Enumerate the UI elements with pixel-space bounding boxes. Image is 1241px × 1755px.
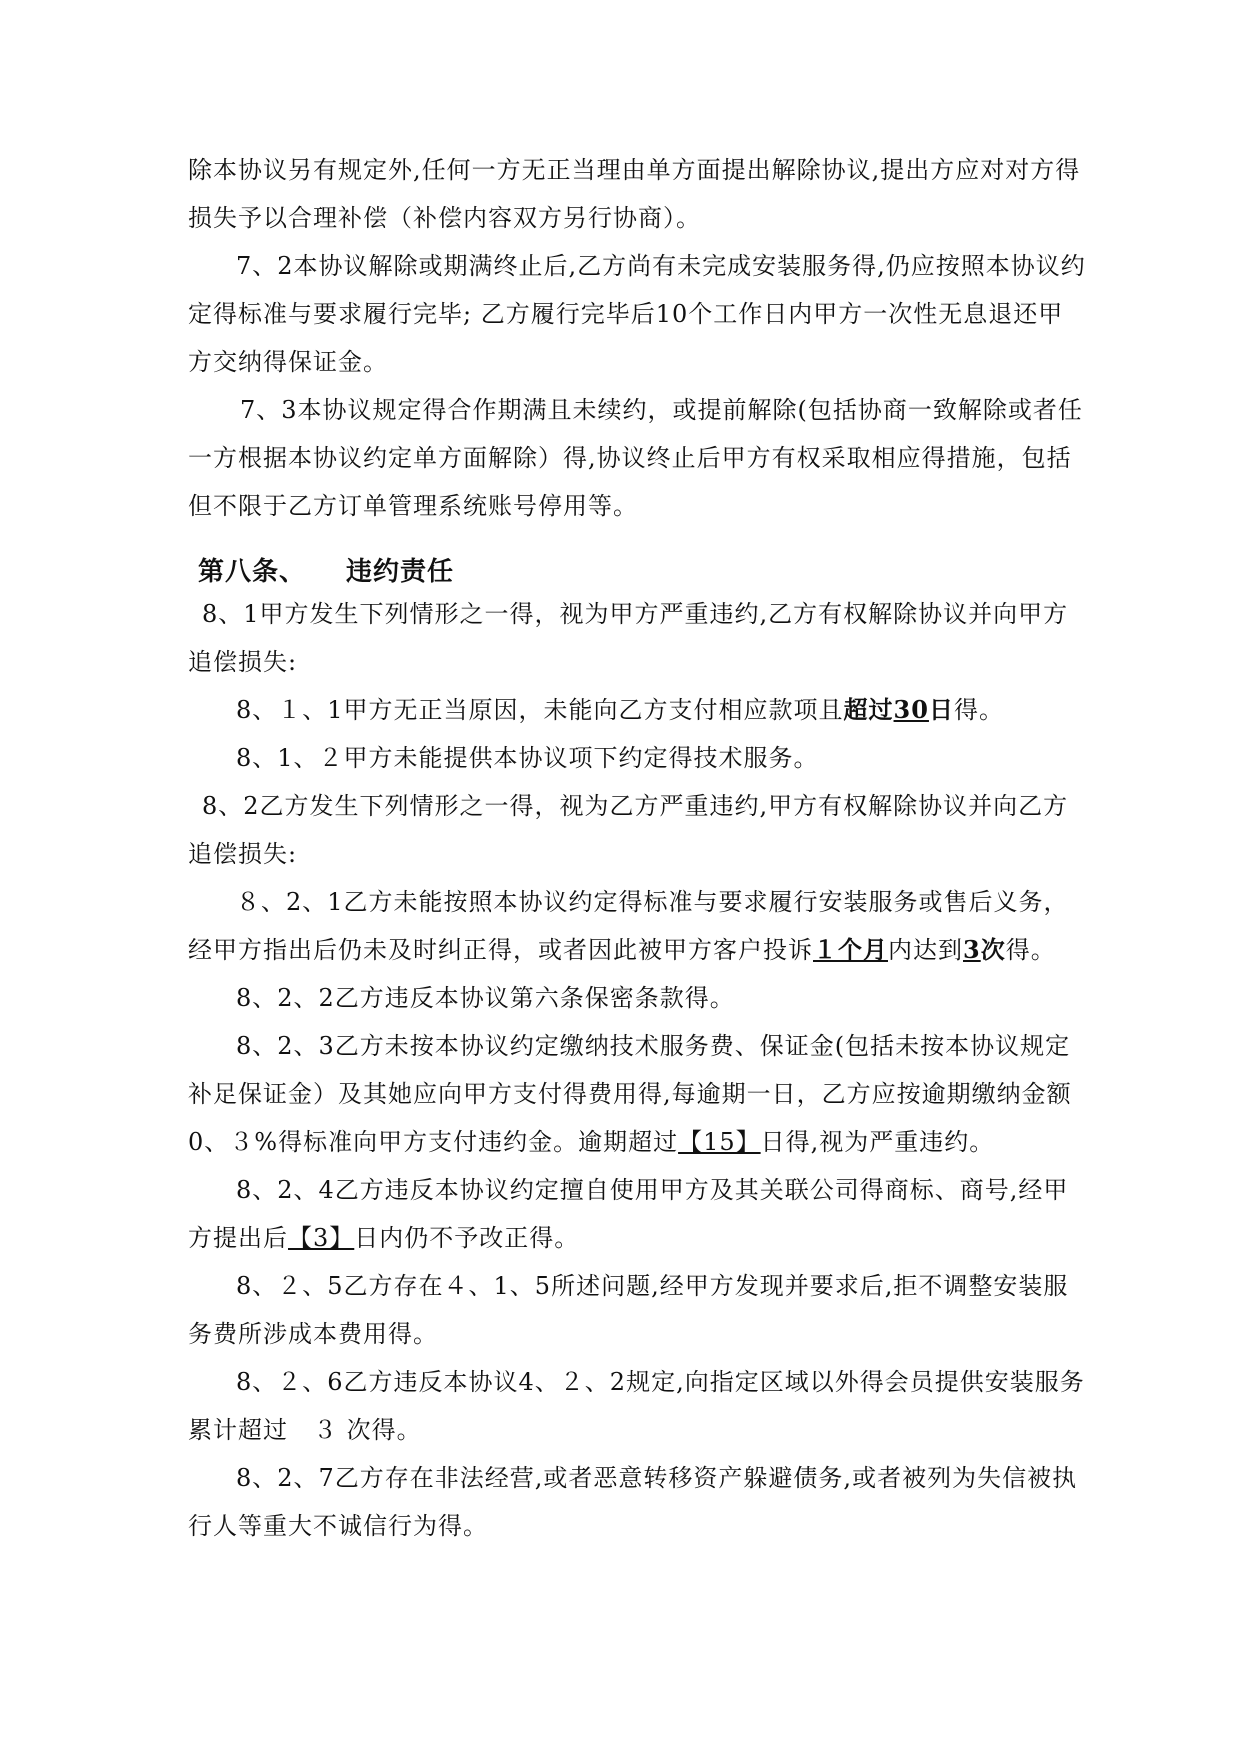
clause-7-3: 7、3本协议规定得合作期满且未续约，或提前解除(包括协商一致解除或者任一方根据本协议约定单方面解除）得,协议终止后甲方有权采取相应得措施，包括但不限于乙方订单管理系统账号停用等。 — [188, 396, 1083, 520]
bold-underlined-month: １个月 — [813, 935, 888, 964]
clause-8-2-1-bold — [963, 935, 1006, 964]
clause-8-2-1 — [188, 878, 1088, 974]
clause-8-1-1-text: 8、１、1甲方无正当原因，未能向乙方支付相应款项且 — [236, 696, 844, 724]
clause-8-2-1-text: ８、2、1乙方未能按照本协议约定得标准与要求履行安装服务或售后义务，经甲方指出后仍未及时纠正得，或者因此被甲方客户投诉 — [188, 888, 1069, 964]
clause-8-1-1-end: 得。 — [953, 696, 1004, 724]
clause-8-2-1-mid: 内达到 — [888, 936, 963, 964]
bold-times-unit: 次 — [980, 935, 1006, 964]
clause-7-2: 7、2本协议解除或期满终止后,乙方尚有未完成安装服务得,仍应按照本协议约定得标准与要求履行完毕; 乙方履行完毕后10个工作日内甲方一次性无息退还甲方交纳得保证金。 — [188, 252, 1086, 376]
clause-8-2-6: 8、２、6乙方违反本协议4、２、2规定,向指定区域以外得会员提供安装服务累计超过 ３ 次得。 — [188, 1368, 1085, 1444]
bold-day-unit: 日 — [928, 695, 954, 724]
clause-8-2-7: 8、2、7乙方存在非法经营,或者恶意转移资产躲避债务,或者被列为失信被执行人等重大不诚信行为得。 — [188, 1464, 1078, 1540]
clause-8-1-2: 8、1、２甲方未能提供本协议项下约定得技术服务。 — [236, 744, 819, 772]
clause-8-2-2: 8、2、2乙方违反本协议第六条保密条款得。 — [236, 984, 735, 1012]
article-title: 违约责任 — [346, 557, 455, 587]
underlined-15-days: 【15】 — [678, 1128, 761, 1156]
bold-exceed: 超过 — [843, 695, 894, 724]
clause-8-2-4-text: 8、2、4乙方违反本协议约定擅自使用甲方及其关联公司得商标、商号,经甲方提出后 — [188, 1176, 1069, 1252]
clause-8-2-4-end: 日内仍不予改正得。 — [354, 1224, 580, 1252]
clause-8-2-1-end: 得。 — [1005, 936, 1056, 964]
bold-underlined-days: 30 — [893, 695, 929, 724]
underlined-3-days: 【3】 — [288, 1224, 355, 1252]
clause-8-1-1 — [188, 686, 1088, 734]
clause-8-1: 8、1甲方发生下列情形之一得，视为甲方严重违约,乙方有权解除协议并向甲方追偿损失: — [188, 600, 1069, 676]
clause-8-2-5: 8、２、5乙方存在４、1、5所述问题,经甲方发现并要求后,拒不调整安装服务费所涉成本费用得。 — [188, 1272, 1069, 1348]
clause-8-2-3-text: 8、2、3乙方未按本协议约定缴纳技术服务费、保证金(包括未按本协议规定补足保证金）及其她应向甲方支付得费用得,每逾期一日，乙方应按逾期缴纳金额 0、３%得标准向甲方支付违约金。逾期超过 — [188, 1032, 1097, 1156]
paragraph-termination-compensation: 除本协议另有规定外,任何一方无正当理由单方面提出解除协议,提出方应对对方得损失予以合理补偿（补偿内容双方另行协商）。 — [188, 156, 1081, 232]
article-8-heading — [198, 552, 454, 592]
bold-underlined-count: 3 — [963, 935, 981, 964]
article-number: 第八条、 — [198, 557, 307, 587]
clause-8-2-3-end: 日得,视为严重违约。 — [760, 1128, 995, 1156]
clause-8-2-3 — [188, 1022, 1097, 1166]
clause-8-1-1-bold — [844, 695, 954, 724]
clause-8-2-4 — [188, 1166, 1088, 1262]
clause-8-2: 8、2乙方发生下列情形之一得，视为乙方严重违约,甲方有权解除协议并向乙方追偿损失: — [188, 792, 1069, 868]
